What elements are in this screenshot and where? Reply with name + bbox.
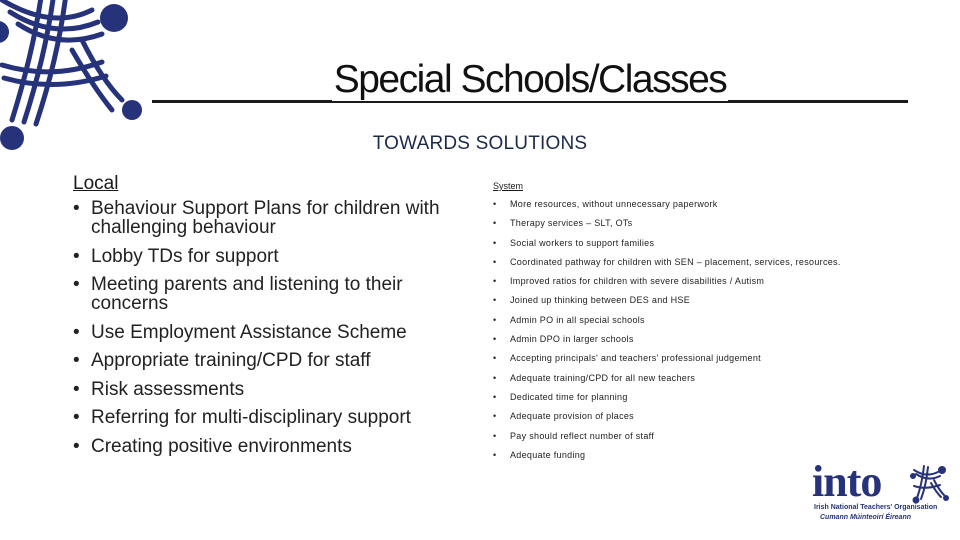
list-item: • Lobby TDs for support <box>73 247 473 266</box>
list-item: • Accepting principals' and teachers' professional judgement <box>493 352 913 371</box>
list-item: • Use Employment Assistance Scheme <box>73 323 473 342</box>
page-title: Special Schools/Classes <box>333 58 727 101</box>
list-item: • Creating positive environments <box>73 437 473 456</box>
list-item: • Pay should reflect number of staff <box>493 430 913 449</box>
system-section <box>493 180 913 468</box>
into-star-logo-icon <box>0 0 152 150</box>
page-subtitle: TOWARDS SOLUTIONS <box>372 133 588 154</box>
list-item: • Referring for multi-disciplinary support <box>73 408 473 427</box>
brand-wordmark: into <box>812 457 882 506</box>
list-item: • Coordinated pathway for children with SEN – placement, services, resources. <box>493 256 913 275</box>
brand-name-irish: Cumann Múinteoirí Éireann <box>820 514 912 521</box>
local-heading: Local <box>73 173 119 194</box>
list-item: • Joined up thinking between DES and HSE <box>493 294 913 313</box>
list-item: • More resources, without unnecessary paperwork <box>493 198 913 217</box>
list-item: • Admin PO in all special schools <box>493 314 913 333</box>
list-item: • Therapy services – SLT, OTs <box>493 217 913 236</box>
list-item: • Admin DPO in larger schools <box>493 333 913 352</box>
system-heading: System <box>493 181 524 191</box>
list-item: • Adequate provision of places <box>493 410 913 429</box>
list-item: • Adequate training/CPD for all new teachers <box>493 372 913 391</box>
local-list <box>73 199 473 456</box>
title-area <box>152 58 908 106</box>
into-brand-logo <box>812 457 952 526</box>
list-item: • Behaviour Support Plans for children with challenging behaviour <box>73 199 473 237</box>
brand-name-english: Irish National Teachers' Organisation <box>814 504 938 511</box>
list-item: • Appropriate training/CPD for staff <box>73 351 473 370</box>
list-item: • Dedicated time for planning <box>493 391 913 410</box>
list-item: • Adequate funding <box>493 449 913 468</box>
local-section <box>73 172 473 465</box>
list-item: • Improved ratios for children with severe disabilities / Autism <box>493 275 913 294</box>
into-star-logo-icon <box>908 462 952 506</box>
list-item: • Meeting parents and listening to their concerns <box>73 275 473 313</box>
list-item: • Risk assessments <box>73 380 473 399</box>
system-list <box>493 198 913 468</box>
list-item: • Social workers to support families <box>493 237 913 256</box>
